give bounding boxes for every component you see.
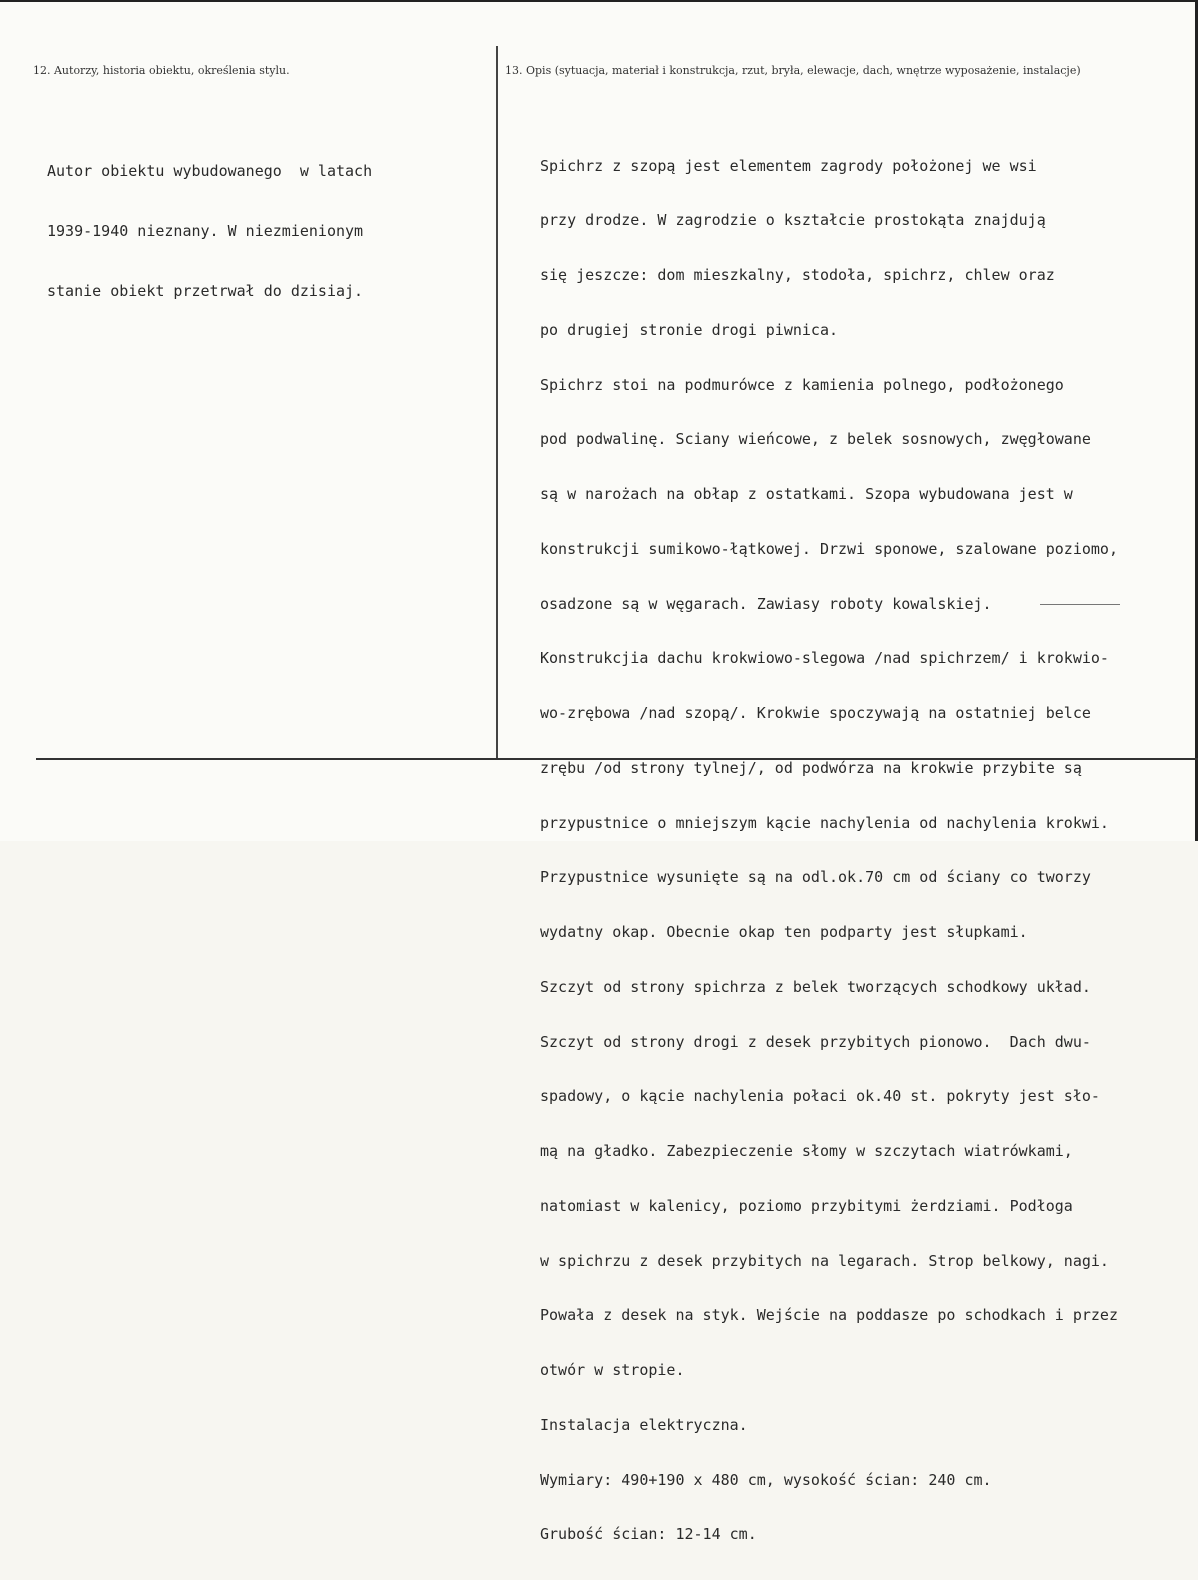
section-13-label: 13. Opis (sytuacja, materiał i konstrukcja, rzut, bryła, elewacje, dach, wnętrze wyposażenie, instalacje) [505,64,1081,77]
text-line: Przypustnice wysunięte są na odl.ok.70 cm od ściany co tworzy [540,868,1091,887]
column-divider [496,46,498,758]
text-line: Autor obiektu wybudowanego w latach [47,162,373,180]
text-line: Szczyt od strony drogi z desek przybitych pionowo. Dach dwu- [540,1032,1091,1051]
text-line: się jeszcze: dom mieszkalny, stodoła, spichrz, chlew oraz [540,266,1055,284]
text-line: Szczyt od strony spichrza z belek tworzących schodkowy układ. [540,977,1091,996]
text-line: Konstrukcjia dachu krokwiowo-slegowa /nad spichrzem/ i krokwio- [540,649,1109,668]
section-13-text [540,120,1118,1580]
text-line: wydatny okap. Obecnie okap ten podparty jest słupkami. [540,923,1028,941]
text-line: Powała z desek na styk. Wejście na poddasze po schodkach i przez [540,1306,1118,1325]
text-line: zrębu /od strony tylnej/, od podwórza na krokwie przybite są [540,758,1082,777]
text-line: 1939-1940 nieznany. W niezmienionym [47,222,364,240]
text-line: Wymiary: 490+190 x 480 cm, wysokość ścian: 240 cm. [540,1470,992,1489]
text-line: natomiast w kalenicy, poziomo przybitymi żerdziami. Podłoga [540,1196,1073,1215]
text-line: wo-zrębowa /nad szopą/. Krokwie spoczywają na ostatniej belce [540,704,1091,722]
dashed-rule [1040,604,1120,605]
text-line: mą na gładko. Zabezpieczenie słomy w szczytach wiatrówkami, [540,1142,1073,1160]
text-line: osadzone są w węgarach. Zawiasy roboty kowalskiej. [540,594,992,613]
text-line: są w narożach na obłap z ostatkami. Szopa wybudowana jest w [540,485,1073,503]
text-line: konstrukcji sumikowo-łątkowej. Drzwi sponowe, szalowane poziomo, [540,539,1118,558]
section-12-text [47,121,372,341]
text-line: przypustnice o mniejszym kącie nachylenia od nachylenia krokwi. [540,813,1109,832]
text-line: w spichrzu z desek przybitych na legarach. Strop belkowy, nagi. [540,1251,1109,1270]
text-line: Instalacja elektryczna. [540,1415,748,1434]
text-line: Grubość ścian: 12-14 cm. [540,1525,757,1544]
text-line: po drugiej stronie drogi piwnica. [540,320,839,339]
text-line: Spichrz z szopą jest elementem zagrody położonej we wsi [540,156,1037,175]
text-line: spadowy, o kącie nachylenia połaci ok.40 st. pokryty jest sło- [540,1087,1100,1106]
text-line: Spichrz stoi na podmurówce z kamienia polnego, podłożonego [540,375,1064,394]
text-line: pod podwalinę. Sciany wieńcowe, z belek sosnowych, zwęgłowane [540,430,1091,449]
text-line: przy drodze. W zagrodzie o kształcie prostokąta znajdują [540,211,1046,230]
text-line: stanie obiekt przetrwał do dzisiaj. [47,282,364,300]
section-12-label: 12. Autorzy, historia obiektu, określenia stylu. [33,64,290,77]
text-line: otwór w stropie. [540,1361,685,1379]
